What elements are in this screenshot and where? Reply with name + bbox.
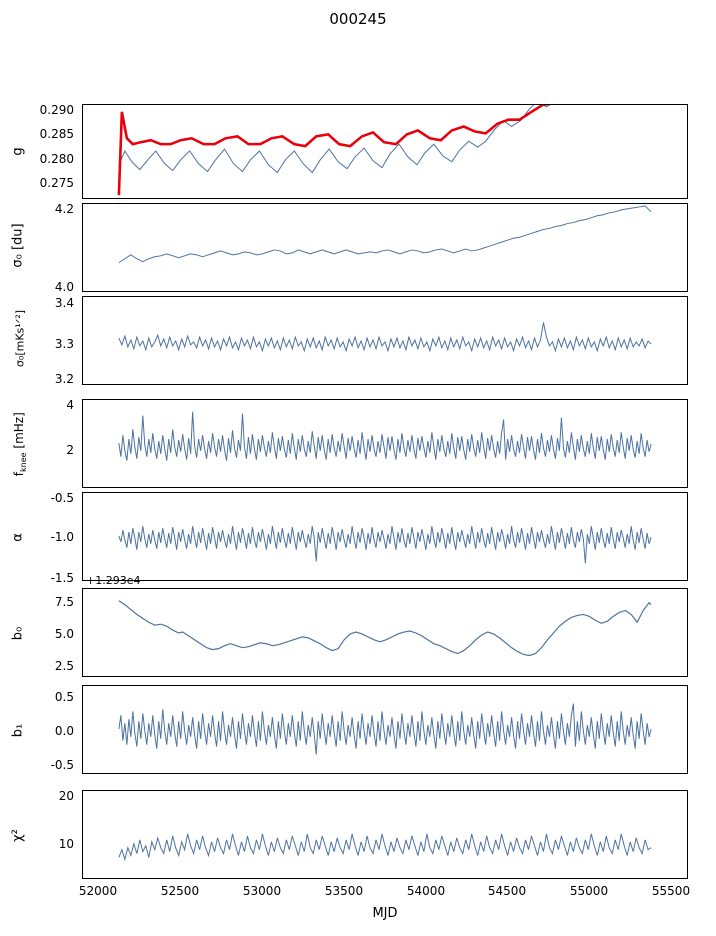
panel-alpha-ytick: -1.0	[50, 530, 74, 544]
panel-sigma0-du-ylabel: σ₀ [du]	[10, 223, 26, 268]
panel-g-ytick: 0.275	[39, 176, 74, 190]
xtick-54500: 54500	[487, 884, 527, 898]
panel-b1-ytick: 0.5	[54, 690, 74, 704]
panel-g-ytick: 0.285	[39, 127, 74, 141]
xtick-52000: 52000	[78, 884, 118, 898]
panel-b0-ylabel: b₀	[10, 626, 26, 641]
series-sigma0-mks	[119, 322, 651, 350]
panel-b1	[82, 685, 688, 774]
panel-g	[82, 104, 688, 199]
panel-b1-ylabel: b₁	[10, 723, 26, 738]
series-chi2	[119, 834, 651, 859]
panel-b0-plot	[83, 589, 687, 676]
panel-sigma0-du	[82, 203, 688, 292]
xtick-54000: 54000	[406, 884, 446, 898]
panel-sigma0-du-ytick: 4.0	[54, 280, 74, 294]
panel-sigma0-du-plot	[83, 204, 687, 291]
xtick-55500: 55500	[651, 884, 691, 898]
panel-alpha-ytick: -1.5	[50, 571, 74, 585]
series-fknee	[119, 412, 651, 461]
panel-sigma0-mks-plot	[83, 297, 687, 384]
panel-sigma0-mks-ytick: 3.4	[54, 296, 74, 310]
panel-sigma0-mks-ylabel: σ₀[mKs¹ᐟ²]	[13, 309, 27, 368]
panel-b0-ytick: 5.0	[54, 627, 74, 641]
panel-alpha-ylabel: α	[10, 533, 26, 542]
panel-chi2-ylabel: χ²	[10, 829, 26, 842]
xtick-55000: 55000	[569, 884, 609, 898]
xtick-52500: 52500	[160, 884, 200, 898]
panel-alpha	[82, 492, 688, 581]
panel-b0-offset-text: +1.293e4	[86, 574, 141, 587]
panel-sigma0-du-ytick: 4.2	[54, 202, 74, 216]
series-alpha	[119, 526, 651, 563]
panel-b1-plot	[83, 686, 687, 773]
xtick-53000: 53000	[242, 884, 282, 898]
figure-title: 000245	[329, 10, 387, 28]
panel-fknee-ylabel	[12, 406, 28, 482]
series-sigma0-du	[119, 206, 651, 263]
panel-b0-ytick: 2.5	[54, 659, 74, 673]
panel-g-ytick: 0.280	[39, 152, 74, 166]
x-axis-label: MJD	[372, 906, 398, 921]
panel-b0-ytick: 7.5	[54, 595, 74, 609]
panel-b1-ytick: -0.5	[50, 758, 74, 772]
series-b1	[119, 704, 651, 755]
panel-g-ytick: 0.290	[39, 103, 74, 117]
xtick-53500: 53500	[324, 884, 364, 898]
panel-chi2-ytick: 20	[58, 789, 74, 803]
panel-chi2-ytick: 10	[58, 837, 74, 851]
panel-g-plot	[83, 105, 687, 198]
panel-sigma0-mks	[82, 296, 688, 385]
series-g-data	[119, 105, 650, 195]
panel-g-ylabel: g	[10, 147, 26, 156]
panel-alpha-ytick: -0.5	[50, 491, 74, 505]
panel-b1-ytick: 0.0	[54, 724, 74, 738]
panel-fknee-plot	[83, 400, 687, 487]
panel-fknee-ytick: 4	[66, 398, 74, 412]
panel-chi2	[82, 790, 688, 879]
panel-chi2-plot	[83, 791, 687, 878]
series-b0	[119, 601, 651, 656]
panel-sigma0-mks-ytick: 3.2	[54, 372, 74, 386]
panel-b0	[82, 588, 688, 677]
panel-sigma0-mks-ytick: 3.3	[54, 337, 74, 351]
panel-fknee-ytick: 2	[66, 443, 74, 457]
panel-alpha-plot	[83, 493, 687, 580]
panel-fknee	[82, 399, 688, 488]
panel-fknee-ylabel-text: $f_{knee}$ [mHz]	[11, 412, 29, 477]
